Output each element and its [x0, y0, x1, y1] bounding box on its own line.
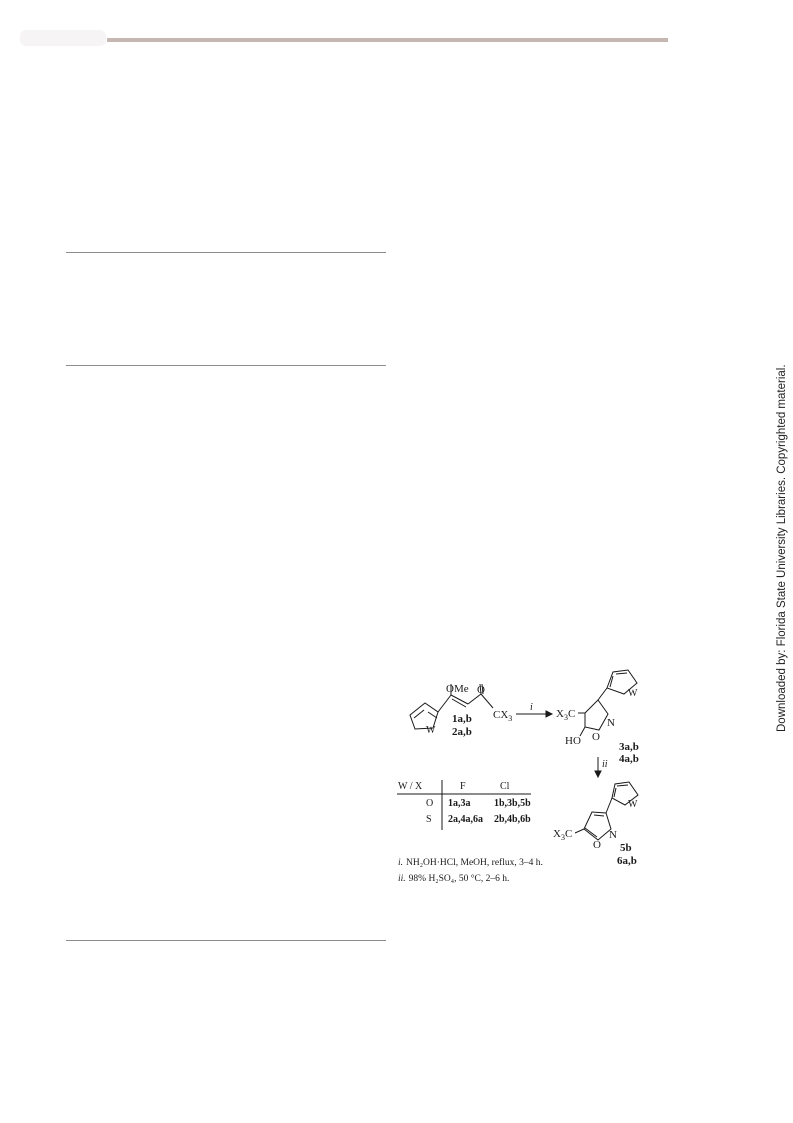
table-row-1-f: 1a,3a: [448, 798, 471, 809]
product-label-2: 6a,b: [617, 855, 637, 867]
intermediate-label-1: 3a,b: [619, 741, 639, 753]
table-col-f: F: [460, 781, 466, 792]
isoxazole-ring: [584, 812, 611, 840]
condition-2: ii. 98% H₂SO₄, 50 °C, 2–6 h.: [398, 874, 510, 884]
intermediate-label-2: 4a,b: [619, 753, 639, 765]
intermediate-ring-oxygen: O: [592, 731, 600, 743]
start-label-2: 2a,b: [452, 726, 472, 738]
step-ii-label: ii: [602, 759, 608, 770]
table-row-2-w: S: [426, 814, 432, 825]
intermediate-ring-nitrogen: N: [607, 717, 615, 729]
product-ring-nitrogen: N: [609, 829, 617, 841]
intermediate-cx3-label: $X_3C$: [556, 708, 576, 722]
start-label-1: 1a,b: [452, 713, 472, 725]
cx3-label: $CX_3$: [493, 709, 513, 723]
table-row-1-w: O: [426, 798, 434, 809]
download-watermark: Downloaded by: Florida State University Libraries. Copyrighted material.: [776, 364, 788, 732]
table-row-2-f: 2a,4a,6a: [448, 814, 483, 825]
isoxazoline-ring: [585, 700, 608, 730]
carbonyl-oxygen-label: O: [477, 684, 485, 696]
table-corner-label: W / X: [398, 781, 423, 792]
product-ring-oxygen: O: [593, 839, 601, 851]
ome-label: OMe: [446, 683, 469, 695]
intermediate-ring-heteroatom: W: [628, 688, 638, 699]
start-ring-bond: [438, 695, 451, 712]
condition-1: i. NH₂OH·HCl, MeOH, reflux, 3–4 h.: [398, 858, 543, 868]
product-ring-heteroatom: W: [628, 799, 638, 810]
table-col-cl: Cl: [500, 781, 510, 792]
table-row-1-cl: 1b,3b,5b: [494, 798, 531, 809]
hydroxyl-label: HO: [565, 735, 581, 747]
start-ring-heteroatom: W: [426, 725, 436, 736]
step-i-label: i: [530, 702, 533, 713]
product-cx3-label: $X_3C$: [553, 828, 573, 842]
table-row-2-cl: 2b,4b,6b: [494, 814, 531, 825]
product-label-1: 5b: [620, 842, 632, 854]
